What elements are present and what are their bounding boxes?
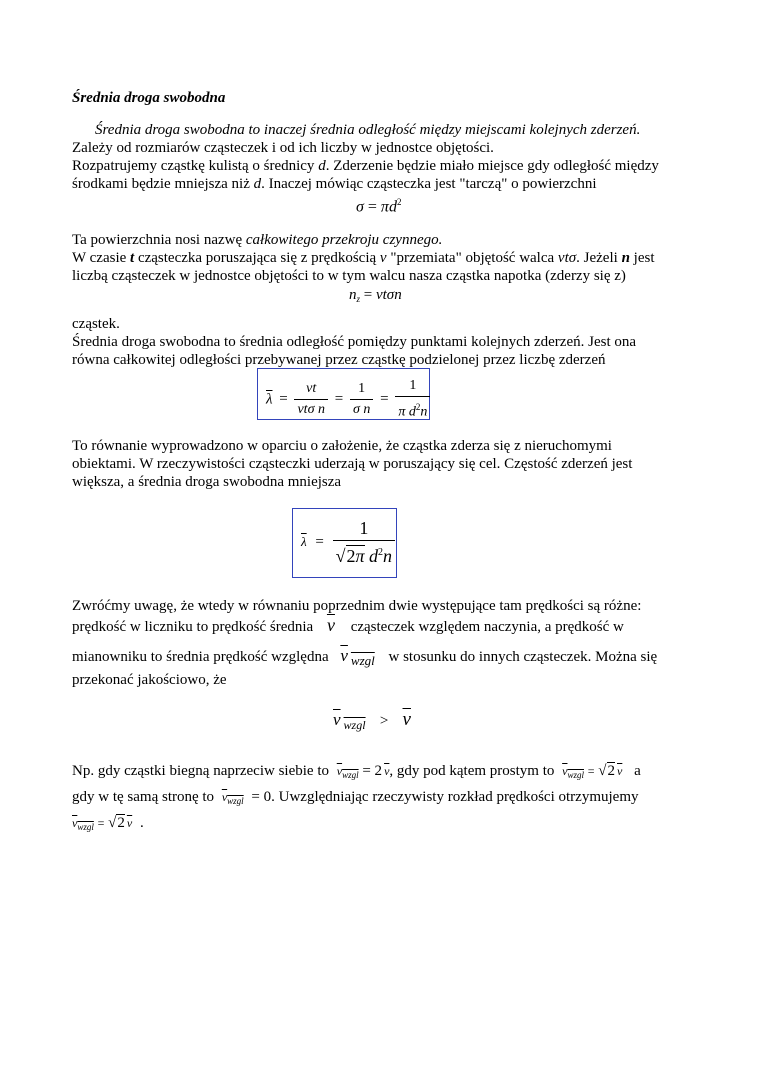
text-line: Średnia droga swobodna to średnia odległość pomiędzy punktami kolejnych zderzeń. Jest ona: [72, 334, 637, 350]
text-line: Np. gdy cząstki biegną naprzeciw siebie to $v_{wzgl} = 2$ $\overline{v}$, gdy pod kątem prostym to $v_{wzgl} = √2$ $\overline{v}$ a: [72, 763, 641, 780]
equation-sigma: $\sigma = \pi d^2$: [356, 197, 402, 216]
text-line: środkami będzie mniejsza niż d. Inaczej mówiąc cząsteczka jest "tarczą" o powierzchni: [72, 176, 597, 192]
equation-inequality: v $_{wzgl} > \overline{v}$: [333, 709, 411, 732]
text-line: Zależy od rozmiarów cząsteczek i od ich liczby w jednostce objętości.: [72, 140, 494, 156]
text-line: obiektami. W rzeczywistości cząsteczki uderzają w poruszający się cel. Częstość zderzeń jest: [72, 456, 633, 472]
text-line: cząstek.: [72, 316, 120, 332]
text-line: Ta powierzchnia nosi nazwę całkowitego przekroju czynnego.: [72, 232, 443, 248]
text-line: Zwróćmy uwagę, że wtedy w równaniu poprzednim dwie występujące tam prędkości są różne:: [72, 598, 642, 614]
equation-box-lambda-corrected: [292, 508, 397, 578]
definition-text: Średnia droga swobodna to inaczej średnia odległość między miejscami kolejnych zderzeń.: [95, 122, 641, 138]
text-line: To równanie wyprowadzono w oparciu o założenie, że cząstka zderza się z nieruchomymi: [72, 438, 612, 454]
text-line: gdy w tę samą stronę to $v_{wzgl} = 0$. Uwzględniając rzeczywisty rozkład prędkości otrzymujemy: [72, 789, 639, 806]
text-line: większa, a średnia droga swobodna mniejsza: [72, 474, 342, 490]
text-line: Rozpatrujemy cząstkę kulistą o średnicy d. Zderzenie będzie miało miejsce gdy odległość między: [72, 158, 659, 174]
equation-nz: $n_z = vt\sigma n$: [349, 287, 402, 304]
text-line: przekonać jakościowo, że: [72, 672, 227, 688]
equation-box-lambda: [257, 368, 430, 420]
text-line: liczbą cząsteczek w jednostce objętości to w tym walcu nasza cząstka napotka (zderzy się z): [72, 268, 626, 284]
page-title: Średnia droga swobodna: [72, 90, 226, 106]
text-line: mianowniku to średnia prędkość względna v $_{wzgl}$ w stosunku do innych cząsteczek. Można się: [72, 646, 658, 668]
text-line: $v_{wzgl} = √2$ $\overline{v}$ .: [72, 815, 144, 832]
text-line: prędkość w liczniku to prędkość średnia $\overline{v}$ cząsteczek względem naczynia, a prędkość w: [72, 615, 624, 635]
equation-lambda: $\overline{\lambda}$ = $\frac{vt}{\text{vtσ n}}$ = $\frac{1}{\text{σ n}}$ = $\frac{1}{\pi d^2n}$: [266, 377, 430, 422]
text-line: równa całkowitej odległości przebywanej przez cząstkę podzielonej przez liczbę zderzeń: [72, 352, 606, 368]
equation-lambda-corrected: $\overline{\lambda}$ = $\frac{1}{√2\pi d^2n}$: [301, 517, 395, 567]
text-line: W czasie t cząsteczka poruszająca się z prędkością v "przemiata" objętość walca vtσ. Jeżeli n jest: [72, 250, 655, 266]
